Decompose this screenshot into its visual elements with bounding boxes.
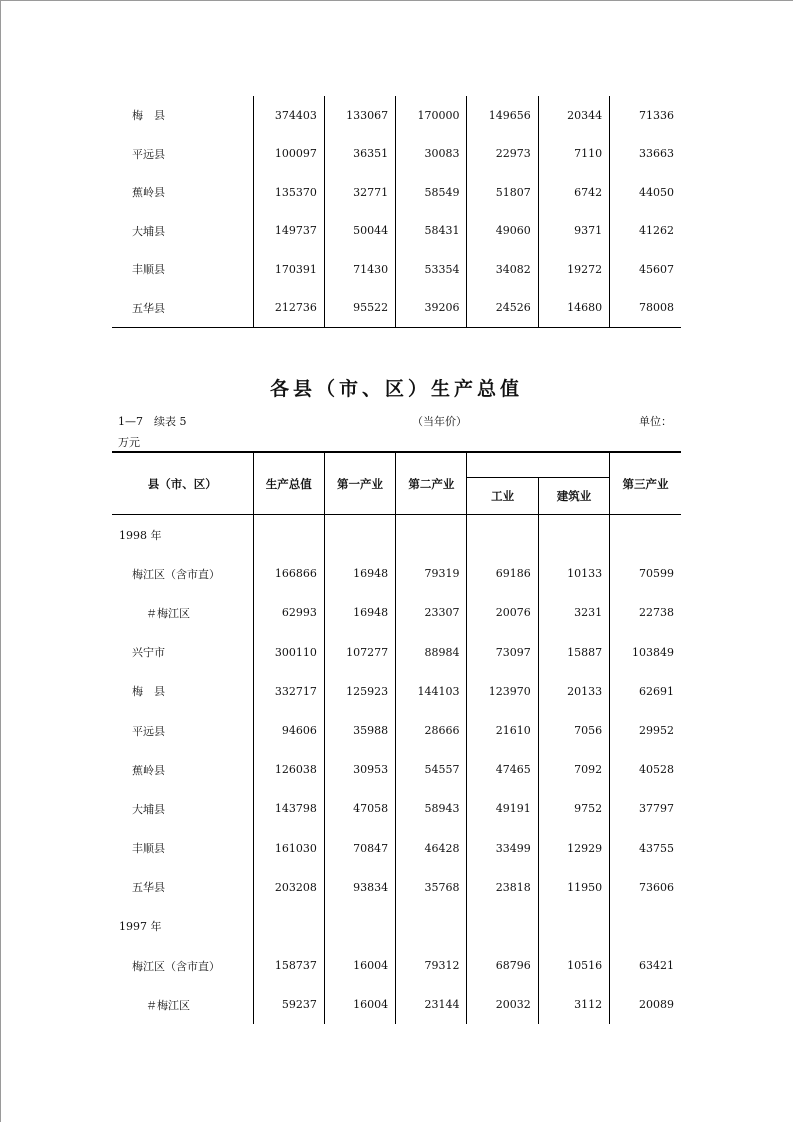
cell-value: 79312 [396, 946, 467, 985]
header-tertiary: 第三产业 [610, 452, 681, 515]
row-label: 兴宁市 [132, 646, 165, 660]
cell-value: 46428 [396, 829, 467, 868]
cell-value: 47058 [324, 789, 395, 828]
cell-value: 170000 [396, 96, 467, 135]
row-label: 蕉岭县 [132, 763, 165, 777]
table-row [112, 633, 681, 672]
cell-value: 374403 [253, 96, 324, 135]
cell-value [253, 907, 324, 946]
cell-value: 100097 [253, 135, 324, 174]
table-row [112, 173, 681, 212]
table-row [112, 289, 681, 328]
cell-value: 68796 [467, 946, 538, 985]
cell-value [324, 515, 395, 555]
table-row [112, 135, 681, 174]
table-row [112, 96, 681, 135]
cell-value: 23818 [467, 868, 538, 907]
cell-value: 20089 [610, 985, 681, 1024]
header-primary: 第一产业 [324, 452, 395, 515]
cell-value: 22738 [610, 593, 681, 632]
cell-value: 58549 [396, 173, 467, 212]
cell-value: 7092 [538, 750, 609, 789]
cell-value [467, 515, 538, 555]
cell-value [538, 515, 609, 555]
cell-value: 166866 [253, 554, 324, 593]
cell-value: 62993 [253, 593, 324, 632]
cell-value: 7056 [538, 711, 609, 750]
table-id: 1—7 续表 5 [118, 415, 187, 428]
cell-value: 30953 [324, 750, 395, 789]
cell-value: 16948 [324, 593, 395, 632]
cell-value: 71336 [610, 96, 681, 135]
cell-value: 34082 [467, 250, 538, 289]
header-secondary-group [467, 452, 610, 478]
cell-value: 144103 [396, 672, 467, 711]
table-row [112, 212, 681, 251]
table-row [112, 789, 681, 828]
table-row [112, 554, 681, 593]
row-label: ＃梅江区 [146, 606, 190, 620]
header-secondary: 第二产业 [396, 452, 467, 515]
cell-value: 149656 [467, 96, 538, 135]
cell-value: 143798 [253, 789, 324, 828]
cell-value: 19272 [538, 250, 609, 289]
cell-value: 44050 [610, 173, 681, 212]
cell-value: 16004 [324, 985, 395, 1024]
cell-value: 332717 [253, 672, 324, 711]
row-label: 梅江区（含市直） [132, 567, 220, 581]
cell-value: 161030 [253, 829, 324, 868]
cell-value: 33663 [610, 135, 681, 174]
cell-value: 70847 [324, 829, 395, 868]
row-label: 1997 年 [119, 920, 162, 934]
page-border-top [0, 0, 793, 1]
cell-value: 58431 [396, 212, 467, 251]
table-row [112, 907, 681, 946]
row-label: 梅 县 [132, 685, 165, 699]
row-label: 蕉岭县 [132, 186, 165, 200]
cell-value [324, 907, 395, 946]
cell-value: 20133 [538, 672, 609, 711]
row-label: 丰顺县 [132, 842, 165, 856]
cell-value: 40528 [610, 750, 681, 789]
cell-value: 69186 [467, 554, 538, 593]
cell-value [610, 907, 681, 946]
cell-value: 300110 [253, 633, 324, 672]
cell-value: 36351 [324, 135, 395, 174]
cell-value: 35768 [396, 868, 467, 907]
cell-value: 35988 [324, 711, 395, 750]
cell-value: 49060 [467, 212, 538, 251]
cell-value: 126038 [253, 750, 324, 789]
row-label: 梅江区（含市直） [132, 959, 220, 973]
cell-value: 22973 [467, 135, 538, 174]
cell-value: 62691 [610, 672, 681, 711]
cell-value: 45607 [610, 250, 681, 289]
cell-value: 49191 [467, 789, 538, 828]
cell-value: 41262 [610, 212, 681, 251]
cell-value: 93834 [324, 868, 395, 907]
cell-value: 37797 [610, 789, 681, 828]
table-row [112, 750, 681, 789]
cell-value [538, 907, 609, 946]
cell-value: 149737 [253, 212, 324, 251]
cell-value: 50044 [324, 212, 395, 251]
cell-value [396, 515, 467, 555]
row-label: 五华县 [132, 881, 165, 895]
row-label: 五华县 [112, 289, 253, 328]
cell-value: 107277 [324, 633, 395, 672]
cell-value: 33499 [467, 829, 538, 868]
cell-value: 20344 [538, 96, 609, 135]
header-county: 县（市、区） [112, 452, 253, 515]
cell-value: 103849 [610, 633, 681, 672]
cell-value: 6742 [538, 173, 609, 212]
cell-value: 24526 [467, 289, 538, 328]
cell-value: 16948 [324, 554, 395, 593]
cell-value: 14680 [538, 289, 609, 328]
row-label: 大埔县 [132, 224, 165, 238]
cell-value: 39206 [396, 289, 467, 328]
row-label: 平远县 [132, 147, 165, 161]
cell-value: 11950 [538, 868, 609, 907]
cell-value: 3112 [538, 985, 609, 1024]
row-label: ＃梅江区 [146, 998, 190, 1012]
table-row [112, 515, 681, 555]
table-row [112, 868, 681, 907]
cell-value: 54557 [396, 750, 467, 789]
unit-label: 单位： [639, 415, 672, 428]
cell-value: 23307 [396, 593, 467, 632]
row-label: 大埔县 [132, 802, 165, 816]
cell-value: 53354 [396, 250, 467, 289]
cell-value: 51807 [467, 173, 538, 212]
cell-value: 135370 [253, 173, 324, 212]
cell-value: 73606 [610, 868, 681, 907]
gdp-table [112, 451, 681, 1024]
cell-value: 88984 [396, 633, 467, 672]
cell-value: 94606 [253, 711, 324, 750]
cell-value: 78008 [610, 289, 681, 328]
table-row [112, 946, 681, 985]
cell-value: 21610 [467, 711, 538, 750]
row-label: 1998 年 [119, 528, 162, 542]
table-row [112, 593, 681, 632]
cell-value [467, 907, 538, 946]
cell-value: 170391 [253, 250, 324, 289]
cell-value: 43755 [610, 829, 681, 868]
cell-value: 212736 [253, 289, 324, 328]
cell-value: 133067 [324, 96, 395, 135]
cell-value: 16004 [324, 946, 395, 985]
cell-value: 29952 [610, 711, 681, 750]
cell-value: 9371 [538, 212, 609, 251]
cell-value: 71430 [324, 250, 395, 289]
header-construction: 建筑业 [538, 478, 609, 515]
cell-value: 79319 [396, 554, 467, 593]
row-label: 梅 县 [132, 109, 165, 123]
table-row [112, 985, 681, 1024]
cell-value: 15887 [538, 633, 609, 672]
cell-value: 23144 [396, 985, 467, 1024]
cell-value: 20076 [467, 593, 538, 632]
unit-value: 万元 [118, 436, 140, 449]
cell-value [610, 515, 681, 555]
cell-value: 7110 [538, 135, 609, 174]
row-label: 丰顺县 [132, 263, 165, 277]
cell-value: 95522 [324, 289, 395, 328]
cell-value [396, 907, 467, 946]
cell-value: 73097 [467, 633, 538, 672]
row-label: 平远县 [132, 724, 165, 738]
cell-value: 58943 [396, 789, 467, 828]
table-row [112, 250, 681, 289]
cell-value: 12929 [538, 829, 609, 868]
price-note: （当年价） [412, 415, 467, 428]
cell-value: 9752 [538, 789, 609, 828]
cell-value: 125923 [324, 672, 395, 711]
page-border-left [0, 0, 1, 1122]
cell-value: 123970 [467, 672, 538, 711]
cell-value: 32771 [324, 173, 395, 212]
header-gdp: 生产总值 [253, 452, 324, 515]
table-row [112, 672, 681, 711]
cell-value: 47465 [467, 750, 538, 789]
cell-value: 63421 [610, 946, 681, 985]
table-row [112, 711, 681, 750]
cell-value: 70599 [610, 554, 681, 593]
cell-value: 30083 [396, 135, 467, 174]
cell-value: 10516 [538, 946, 609, 985]
cell-value: 20032 [467, 985, 538, 1024]
cell-value: 59237 [253, 985, 324, 1024]
cell-value: 3231 [538, 593, 609, 632]
cell-value: 203208 [253, 868, 324, 907]
table-row [112, 829, 681, 868]
header-industry: 工业 [467, 478, 538, 515]
cell-value [253, 515, 324, 555]
cell-value: 10133 [538, 554, 609, 593]
continued-data-table [112, 96, 681, 328]
cell-value: 158737 [253, 946, 324, 985]
cell-value: 28666 [396, 711, 467, 750]
table-title: 各县（市、区）生产总值 [269, 378, 523, 400]
